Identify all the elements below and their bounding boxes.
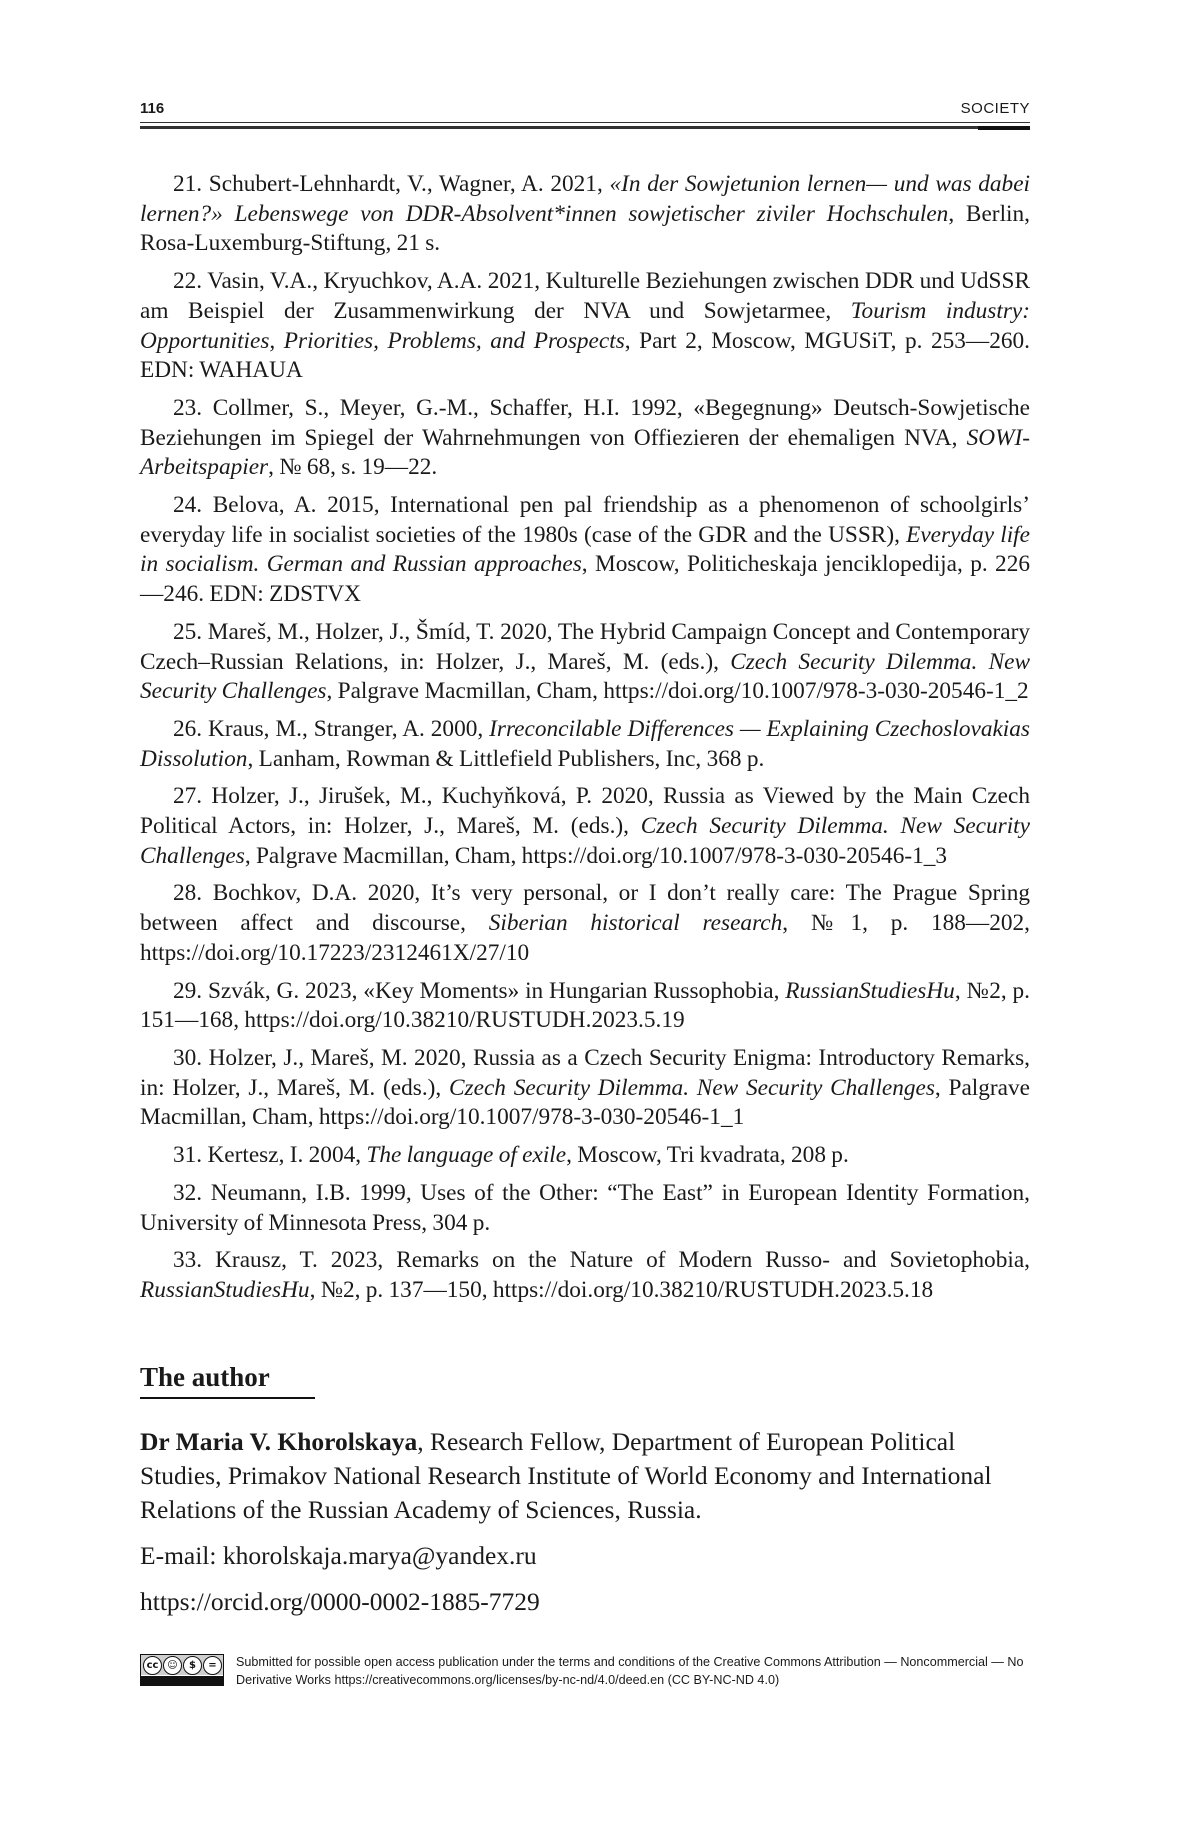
header-rule-thin bbox=[140, 122, 1030, 123]
reference-text: , №2, p. 151—168, https://doi.org/10.38210/RUSTUDH.2023.5.19 bbox=[140, 977, 1030, 1034]
cc-license-badge bbox=[140, 1654, 224, 1686]
reference-entry bbox=[140, 879, 1030, 968]
reference-title: «In der Sowjetunion lernen— und was dabei lernen?» Lebenswege von DDR-Absolvent*innen sowjetischer ziviler Hochschulen bbox=[140, 171, 1031, 227]
reference-entry bbox=[140, 1179, 1030, 1238]
nc-icon: $ bbox=[183, 1656, 202, 1675]
reference-text: 30. Holzer, J., Mareš, M. 2020, Russia as a Czech Security Enigma: Introductory Remarks, in: Holzer, J., Mareš, M. (eds.), bbox=[140, 1044, 1030, 1101]
reference-text: 25. Mareš, M., Holzer, J., Šmíd, T. 2020, The Hybrid Campaign Concept and Contemporary Czech–Russian Relations, in: Holzer, J., Mareš, M. (eds.), bbox=[140, 618, 1030, 675]
reference-text: 21. Schubert-Lehnhardt, V., Wagner, A. 2021, bbox=[173, 171, 610, 197]
reference-title: Everyday life in socialism. German and Russian approaches bbox=[140, 521, 1030, 578]
cc-icon: cc bbox=[143, 1656, 162, 1675]
reference-title: SOWI-Arbeitspapier bbox=[140, 424, 1030, 481]
badge-bottom-band bbox=[141, 1676, 223, 1685]
reference-text: 22. Vasin, V.A., Kryuchkov, A.A. 2021, Kulturelle Beziehungen zwischen DDR und UdSSR am Beispiel der Zusammenwirkung der NVA und Sowjetarmee, bbox=[140, 268, 1030, 324]
reference-text: , Berlin, Rosa-Luxemburg-Stiftung, 21 s. bbox=[140, 200, 1030, 257]
reference-text: , Palgrave Macmillan, Cham, https://doi.org/10.1007/978-3-030-20546-1_2 bbox=[326, 678, 1029, 705]
reference-text: 29. Szvák, G. 2023, «Key Moments» in Hungarian Russophobia, bbox=[173, 977, 786, 1004]
reference-title: The language of exile bbox=[366, 1142, 567, 1169]
reference-entry bbox=[140, 267, 1030, 386]
reference-title: Siberian historical research bbox=[488, 910, 783, 937]
reference-text: 24. Belova, A. 2015, International pen pal friendship as a phenomenon of schoolgirls’ everyday life in socialist societies of the 1980s (case of the GDR and the USSR), bbox=[140, 492, 1030, 548]
reference-text: , Lanham, Rowman & Littlefield Publishers, Inc, 368 p. bbox=[247, 745, 765, 772]
reference-entry bbox=[140, 1246, 1030, 1305]
license-text: Submitted for possible open access publication under the terms and conditions of the Creative Commons Attribution — Noncommercial — No Derivative Works https://creativecommons.org/licenses/by-nc-nd/4.0/deed.en (CC BY-NC-ND 4.0) bbox=[236, 1655, 1024, 1687]
reference-entry bbox=[140, 491, 1030, 610]
reference-entry bbox=[140, 1044, 1030, 1133]
reference-text: 27. Holzer, J., Jirušek, M., Kuchyňková, P. 2020, Russia as Viewed by the Main Czech Political Actors, in: Holzer, J., Mareš, M. (eds.), bbox=[140, 783, 1030, 840]
reference-text: , Palgrave Macmillan, Cham, https://doi.org/10.1007/978-3-030-20546-1_3 bbox=[244, 842, 948, 869]
running-head bbox=[140, 98, 1030, 120]
reference-text: 23. Collmer, S., Meyer, G.-M., Schaffer, H.I. 1992, «Begegnung» Deutsch-Sowjetische Beziehungen im Spiegel der Wahrnehmungen von Offiezieren der ehemaligen NVA, bbox=[140, 394, 1030, 451]
reference-text: , Moscow, Politicheskaja jenciklopedija, p. 226—246. EDN: ZDSTVX bbox=[140, 551, 1030, 608]
reference-text: 26. Kraus, M., Stranger, A. 2000, bbox=[173, 715, 490, 742]
license-notice bbox=[140, 1653, 1030, 1689]
reference-entry bbox=[140, 715, 1030, 774]
reference-title: Czech Security Dilemma. New Security Challenges bbox=[140, 648, 1030, 705]
reference-text: 28. Bochkov, D.A. 2020, It’s very personal, or I don’t really care: The Prague Spring between affect and discourse, bbox=[140, 880, 1030, 937]
author-block bbox=[140, 1425, 1030, 1631]
reference-title: Irreconcilable Differences — Explaining Czechoslovakias Dissolution bbox=[140, 715, 1030, 772]
reference-entry bbox=[140, 394, 1030, 483]
reference-text: 32. Neumann, I.B. 1999, Uses of the Other: “The East” in European Identity Formation, University of Minnesota Press, 304 p. bbox=[140, 1179, 1030, 1236]
reference-entry bbox=[140, 1141, 1030, 1171]
reference-title: RussianStudiesHu bbox=[140, 1276, 310, 1303]
reference-title: Tourism industry: Opportunities, Priorities, Problems, and Prospects bbox=[140, 297, 1030, 354]
reference-text: , № 68, s. 19—22. bbox=[268, 454, 438, 481]
page-number: 116 bbox=[140, 100, 165, 117]
reference-text: , Palgrave Macmillan, Cham, https://doi.org/10.1007/978-3-030-20546-1_1 bbox=[140, 1074, 1031, 1131]
author-orcid: https://orcid.org/0000-0002-1885-7729 bbox=[140, 1587, 540, 1616]
by-icon: ☺ bbox=[163, 1656, 182, 1675]
reference-title: RussianStudiesHu bbox=[785, 977, 955, 1004]
author-name: Dr Maria V. Khorolskaya bbox=[140, 1427, 418, 1456]
reference-text: , Part 2, Moscow, MGUSiT, p. 253—260. EDN: WAHAUA bbox=[140, 327, 1030, 384]
reference-text: 33. Krausz, T. 2023, Remarks on the Nature of Modern Russo- and Sovietophobia, bbox=[173, 1247, 1030, 1274]
section-name: SOCIETY bbox=[960, 100, 1030, 117]
author-affiliation: , Research Fellow, Department of European Political Studies, Primakov National Research Institute of World Economy and International Relations of the Russian Academy of Sciences, Russia. bbox=[140, 1427, 992, 1524]
reference-entry bbox=[140, 977, 1030, 1036]
nd-icon: = bbox=[203, 1656, 222, 1675]
author-email: E-mail: khorolskaja.marya@yandex.ru bbox=[140, 1541, 537, 1570]
reference-entry bbox=[140, 170, 1030, 259]
reference-entry bbox=[140, 618, 1030, 707]
reference-text: , №1, p. 188—202, https://doi.org/10.17223/2312461X/27/10 bbox=[140, 910, 1030, 966]
author-bio bbox=[140, 1425, 1030, 1527]
reference-text: 31. Kertesz, I. 2004, bbox=[173, 1142, 367, 1169]
header-rule-thick bbox=[140, 126, 1030, 129]
reference-entry bbox=[140, 782, 1030, 871]
reference-list bbox=[140, 170, 1030, 1314]
reference-text: , №2, p. 137—150, https://doi.org/10.38210/RUSTUDH.2023.5.18 bbox=[309, 1276, 934, 1303]
reference-text: , Moscow, Tri kvadrata, 208 p. bbox=[566, 1142, 849, 1169]
author-heading: The author bbox=[140, 1362, 315, 1399]
header-rule-accent bbox=[978, 126, 1030, 130]
reference-title: Czech Security Dilemma. New Security Challenges bbox=[449, 1074, 935, 1101]
reference-title: Czech Security Dilemma. New Security Challenges bbox=[140, 813, 1030, 869]
